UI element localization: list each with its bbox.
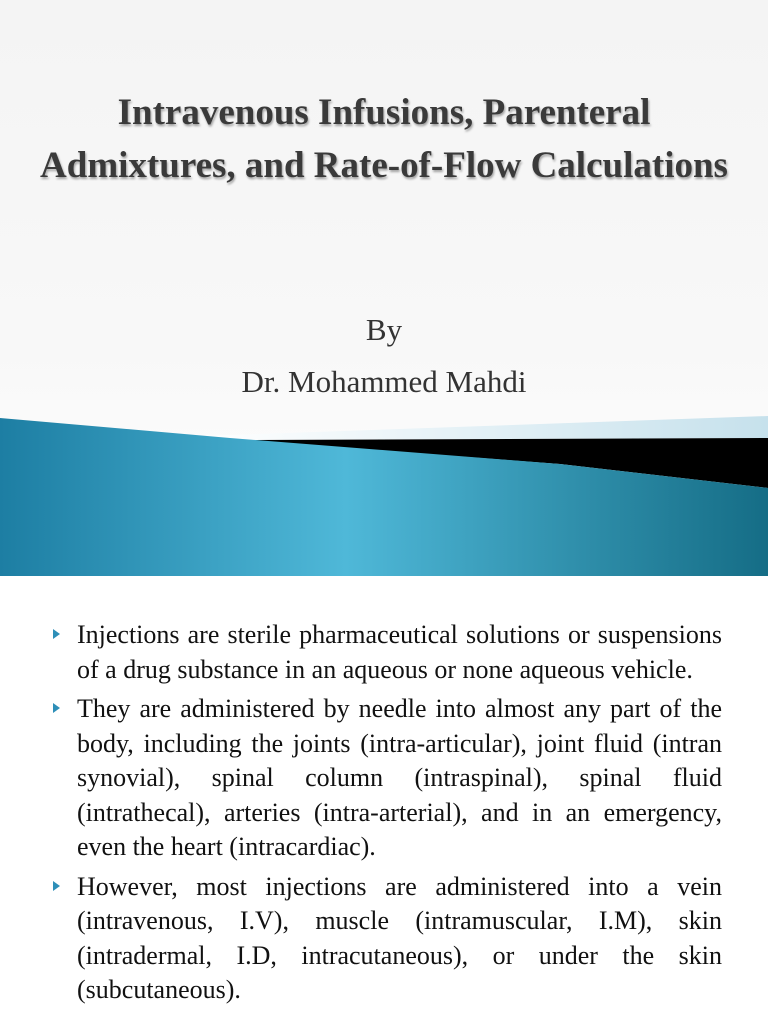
bullet-text: However, most injections are administered into a vein (intravenous, I.V), muscle (intramuscular, I.M), skin (intradermal, I.D, intracutaneous), or under the skin (subcutaneous). [77, 871, 722, 1004]
bullet-item [50, 870, 722, 1008]
bullet-item [50, 618, 722, 687]
triangle-right-icon [53, 881, 60, 891]
swoosh-light-band [200, 416, 768, 440]
triangle-right-icon [53, 629, 60, 639]
bullet-list [50, 618, 722, 1013]
content-slide [0, 576, 768, 1024]
bullet-text: They are administered by needle into almost any part of the body, including the joints (intra-articular), joint fluid (intran synovial), spinal column (intraspinal), spinal fluid (intrathecal), arteries (intra-arterial), and in an emergency, even the heart (intracardiac). [77, 694, 722, 861]
decorative-swoosh [0, 400, 768, 576]
triangle-right-icon [53, 703, 60, 713]
by-label: By [365, 312, 403, 347]
slide-title: Intravenous Infusions, Parenteral Admixtures, and Rate-of-Flow Calculations [40, 92, 728, 186]
bullet-text: Injections are sterile pharmaceutical solutions or suspensions of a drug substance in an aqueous or none aqueous vehicle. [77, 620, 722, 684]
author-name: Dr. Mohammed Mahdi [241, 364, 527, 399]
bullet-item [50, 692, 722, 865]
